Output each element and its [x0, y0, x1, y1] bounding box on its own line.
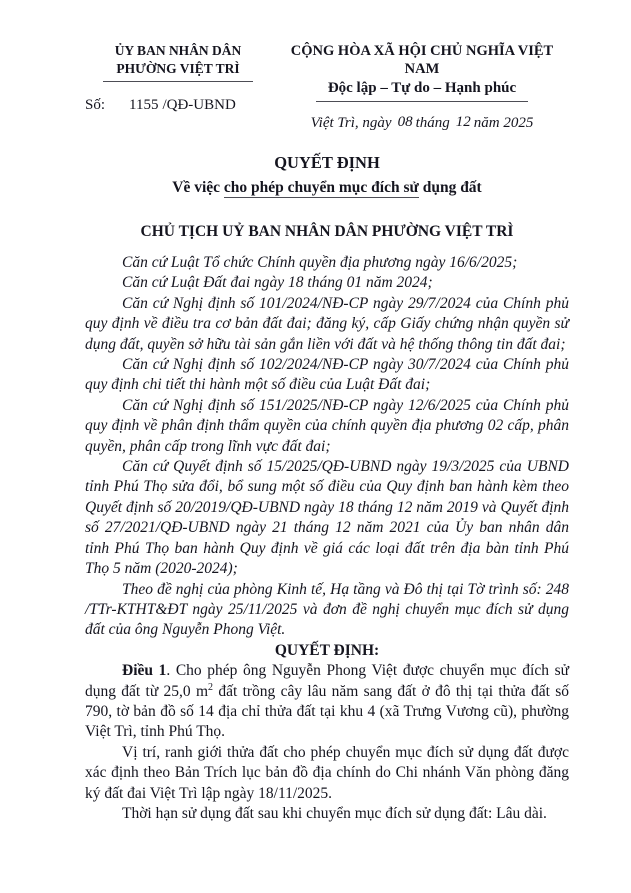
recital-paragraph: Căn cứ Nghị định số 151/2025/NĐ-CP ngày 12/6/2025 của Chính phủ quy định về phân định thẩm quyền của chính quyền địa phương 02 cấp, phân quyền, phân cấp trong lĩnh vực đất đai;	[85, 396, 569, 455]
national-name: CỘNG HÒA XÃ HỘI CHỦ NGHĨA VIỆT NAM	[290, 43, 554, 77]
issuer-name: ỦY BAN NHÂN DÂN	[114, 43, 242, 58]
subject-suffix: dụng đất	[418, 179, 482, 196]
article-1-text-continued: đất trồng cây lâu năm sang đất ở đô thị tại thửa đất số 790, tờ bản đồ số 14 địa chỉ thửa đất tại khu 4 (xã Trưng Vương cũ), phường Việt Trì, tỉnh Phú Thọ.	[85, 682, 569, 741]
date-day: 08	[397, 113, 413, 130]
recital-paragraph: Căn cứ Nghị định số 101/2024/NĐ-CP ngày 29/7/2024 của Chính phủ quy định về điều tra cơ bản đất đai; đăng ký, cấp Giấy chứng nhận quyền sử dụng đất, quyền sở hữu tài sản gắn liền với đất và hệ thống thông tin đất đai;	[85, 294, 569, 353]
recital-paragraph: Căn cứ Luật Tổ chức Chính quyền địa phương ngày 16/6/2025;	[122, 254, 518, 271]
motto-underline-divider	[316, 101, 528, 102]
document-title: QUYẾT ĐỊNH	[274, 153, 380, 172]
article-1-text: . Cho phép ông Nguyễn Phong Việt được chuyển mục đích sử dụng đất từ 25,0 m	[85, 662, 570, 700]
date-month-label: tháng	[415, 115, 450, 131]
date-month: 12	[455, 113, 471, 130]
article-1-label: Điều 1	[122, 662, 167, 680]
national-motto-block	[275, 42, 569, 132]
recital-paragraph: Căn cứ Luật Đất đai ngày 18 tháng 01 năm 2024;	[122, 274, 433, 292]
article-1-paragraph	[85, 661, 569, 743]
recital-paragraph: Căn cứ Nghị định số 102/2024/NĐ-CP ngày 30/7/2024 của Chính phủ quy định chi tiết thi hành một số điều của Luật Đất đai;	[85, 356, 569, 394]
date-year: năm 2025	[473, 115, 534, 131]
document-number	[85, 96, 271, 114]
duration-paragraph: Thời hạn sử dụng đất sau khi chuyển mục đích sử dụng đất: Lâu dài.	[122, 804, 547, 822]
document-number-label: Số:	[85, 97, 106, 113]
recital-paragraph: Theo đề nghị của phòng Kinh tế, Hạ tầng và Đô thị tại Tờ trình số: 248 /TTr-KTHT&ĐT ngày 25/11/2025 và đơn đề nghị chuyển mục đích sử dụng đất của ông Nguyễn Phong Việt.	[85, 580, 569, 639]
document-number-suffix: /QĐ-UBND	[162, 97, 236, 113]
document-subject	[85, 177, 569, 198]
deciding-authority: CHỦ TỊCH UỶ BAN NHÂN DÂN PHƯỜNG VIỆT TRÌ	[140, 223, 514, 240]
square-meter-superscript: 2	[208, 681, 214, 693]
title-block	[85, 152, 569, 198]
subject-prefix: Về việc	[172, 179, 224, 196]
issuer-underline-divider	[103, 81, 253, 82]
document-body	[85, 253, 569, 824]
issuing-authority-block	[85, 42, 271, 114]
decision-heading: QUYẾT ĐỊNH:	[274, 641, 380, 659]
document-number-value: 1155	[129, 97, 159, 113]
subject-underlined-text: cho phép chuyển mục đích sử	[223, 179, 419, 196]
date-prefix: Việt Trì, ngày	[310, 115, 392, 131]
document-header	[85, 42, 569, 132]
recital-paragraph: Căn cứ Quyết định số 15/2025/QĐ-UBND ngày 19/3/2025 của UBND tỉnh Phú Thọ sửa đổi, bổ sung một số điều của Quy định ban hành kèm theo Quyết định số 20/2019/QĐ-UBND ngày 18 tháng 12 năm 2019 và Quyết định số 27/2021/QĐ-UBND ngày 21 tháng 12 năm 2021 của Ủy ban nhân dân tỉnh Phú Thọ ban hành Quy định về giá các loại đất trên địa bàn tỉnh Phú Thọ 5 năm (2020-2024);	[85, 458, 569, 578]
issuer-locality: PHƯỜNG VIỆT TRÌ	[116, 61, 240, 76]
national-motto: Độc lập – Tự do – Hạnh phúc	[327, 80, 517, 96]
location-paragraph: Vị trí, ranh giới thửa đất cho phép chuyển mục đích sử dụng đất được xác định theo Bản Trích lục bản đồ địa chính do Chi nhánh Văn phòng đăng ký đất đai Việt Trì lập ngày 18/11/2025.	[85, 743, 569, 802]
place-date-line	[275, 115, 569, 132]
